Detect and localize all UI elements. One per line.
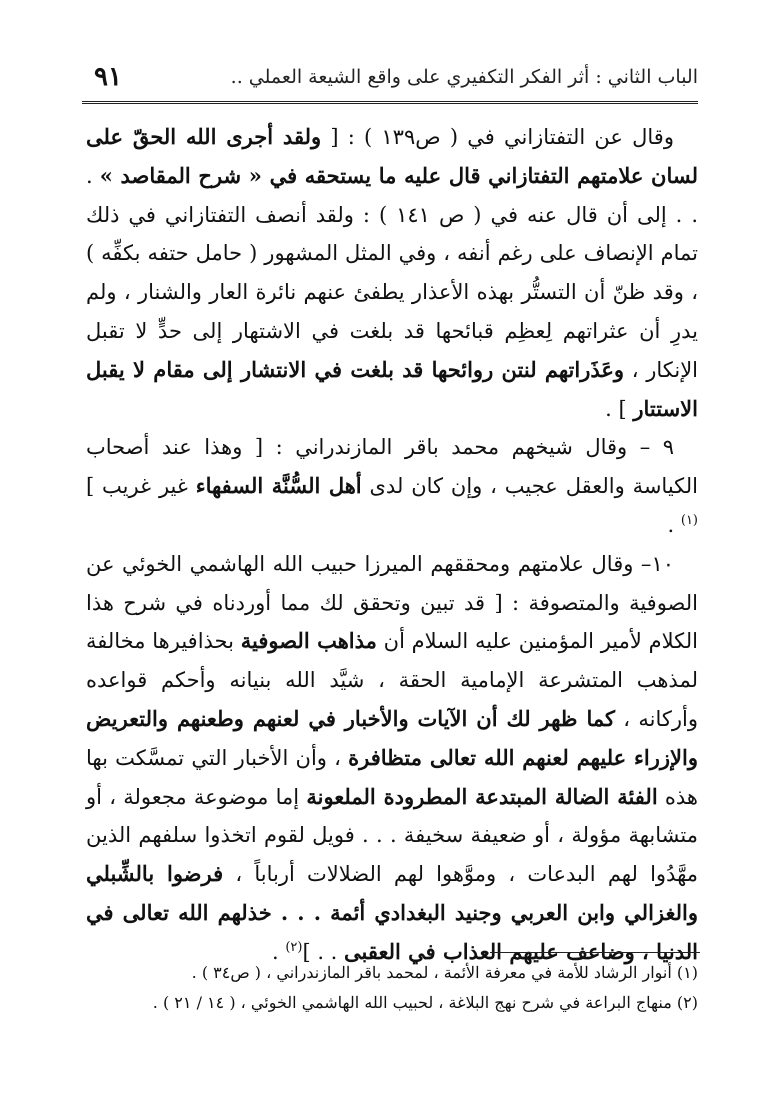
chapter-title: الباب الثاني : أثر الفكر التكفيري على واقع الشيعة العملي .. (230, 66, 698, 88)
text-segment: إما موضوعة مجعولة ، أو متشابهة مؤولة ، أو ضعيفة سخيفة . . . فويل لقوم اتخذوا سلفهم الذين مهَّدُوا لهم البدعات ، وموَّهوا لهم الضلالات أرباباً ، (86, 784, 699, 887)
bold-quote: فرضوا بالشِّبلي والغزالي وابن العربي وجنيد البغدادي أئمة . . . خذلهم الله تعالى في الدنيا ، وضاعف عليهم العذاب في العقبى (86, 861, 698, 964)
paragraph-mazandarani (86, 428, 698, 544)
bold-quote: الفئة الضالة المبتدعة المطرودة الملعونة (306, 783, 658, 809)
text-segment: . (271, 939, 286, 964)
footnote-2: (٢) منهاج البراعة في شرح نهج البلاغة ، لحبيب الله الهاشمي الخوئي ، ( ١٤ / ٢١ ) . (152, 993, 698, 1012)
footnote-divider (490, 952, 700, 953)
bold-quote: كما ظهر لك أن الآيات والأخبار في لعنهم وطعنهم والتعريض والإزراء عليهم لعنهم الله تعالى متظافرة (86, 705, 698, 770)
header-divider (82, 101, 698, 104)
text-segment: . (667, 512, 681, 537)
bold-quote: أهل السُّنَّة السفهاء (195, 473, 362, 499)
page-number: ٩١ (94, 62, 122, 92)
paragraph-khoei (86, 545, 698, 972)
text-segment: بحذافيرها مخالفة لمذهب المتشرعة الإمامية الحقة ، شيَّد الله بنيانه وأحكم قواعده وأركانه ، (86, 629, 698, 731)
bold-quote: ولقد أجرى الله الحقّ على لسان علامتهم التفتازاني قال عليه ما يستحقه في « شرح المقاصد » (86, 124, 698, 188)
text-segment: غير غريب ] (86, 474, 196, 499)
footnote-1: (١) أنوار الرشاد للأمة في معرفة الأئمة ، لمحمد باقر المازندراني ، ( ص٣٤ ) . (191, 963, 698, 982)
text-segment: ١٠– وقال علامتهم ومحققهم الميرزا حبيب الله الهاشمي الخوئي عن الصوفية والمتصوفة : [ قد تبين وتحقق لك مما أوردناه في شرح هذا الكلام لأمير المؤمنين عليه السلام أن (86, 551, 698, 654)
paragraph-taftazani (86, 118, 698, 428)
text-segment: . . ] (302, 939, 345, 964)
footnote-reference: (١) (680, 512, 698, 528)
text-segment: ٩ – وقال شيخهم محمد باقر المازندراني : [ وهذا عند أصحاب الكياسة والعقل عجيب ، وإن كان لدى (86, 435, 698, 499)
footnotes (86, 958, 698, 1018)
main-text (86, 118, 698, 972)
running-header (82, 60, 698, 100)
footnote-reference: (٢) (285, 939, 303, 955)
text-segment: ] . (605, 396, 634, 421)
text-segment: ، وأن الأخبار التي تمسَّكت بها هذه (86, 745, 698, 809)
bold-quote: مذاهب الصوفية (240, 628, 377, 654)
bold-quote: وعَذَراتهم لنتن روائحها قد بلغت في الانتشار إلى مقام لا يقبل الاستتار (86, 356, 698, 421)
text-segment: وقال عن التفتازاني في ( ص١٣٩ ) : [ (321, 125, 674, 149)
text-segment: . . . إلى أن قال عنه في ( ص ١٤١ ) : ولقد أنصف التفتازاني في ذلك تمام الإنصاف على رغم أنفه ، وفي المثل المشهور ( حامل حتفه بكفِّه ) ، وقد ظنّ أن التستُّر بهذه الأعذار يطفئ عنهم نائرة العار والشنار ، ولم يدرِ أن عثراتهم لِعظِم قبائحها قد بلغت في الاشتهار إلى حدٍّ لا تقبل الإنكار ، (86, 163, 699, 382)
